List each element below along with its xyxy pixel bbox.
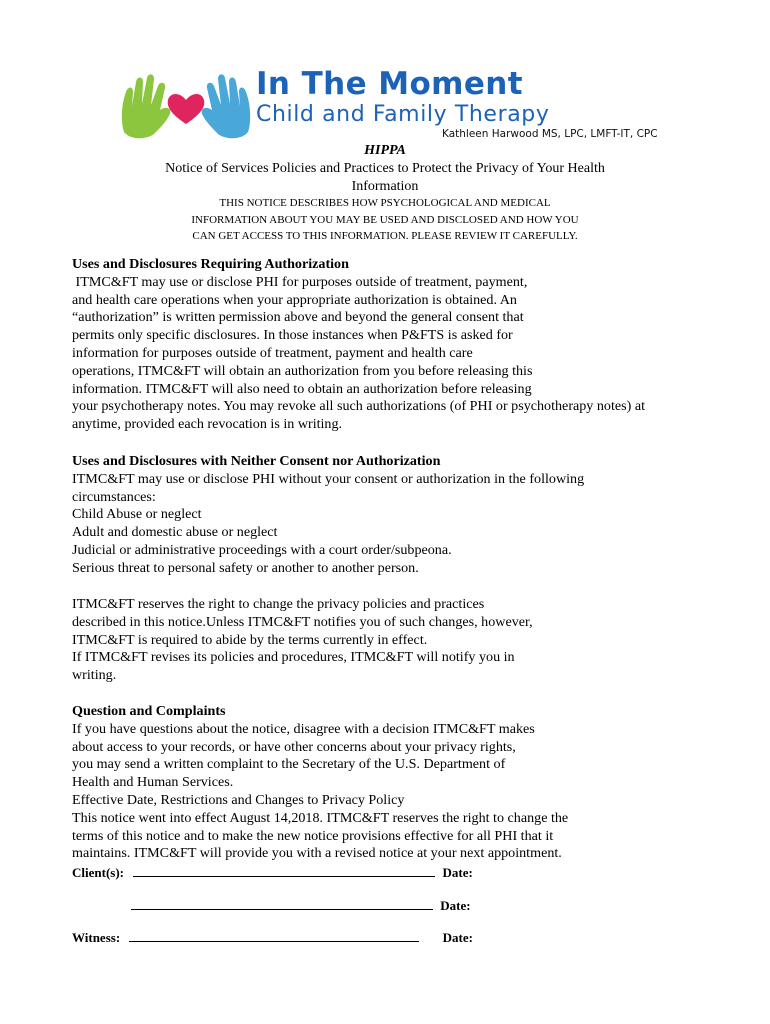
section-no-consent bbox=[72, 453, 712, 578]
paragraph-line: you may send a written complaint to the Secretary of the U.S. Department of bbox=[72, 756, 506, 773]
paragraph-line: circumstances: bbox=[72, 488, 156, 505]
paragraph-line: This notice went into effect August 14,2018. ITMC&FT reserves the right to change the bbox=[72, 809, 569, 826]
date-label: Date: bbox=[440, 898, 471, 913]
list-item: Adult and domestic abuse or neglect bbox=[72, 524, 278, 541]
date-label: Date: bbox=[442, 930, 473, 945]
paragraph-line: If you have questions about the notice, disagree with a decision ITMC&FT makes bbox=[72, 720, 535, 737]
paragraph-line: your psychotherapy notes. You may revoke all such authorizations (of PHI or psychotherapy notes) at bbox=[72, 398, 646, 415]
client-signature-field[interactable] bbox=[133, 864, 435, 877]
paragraph-line: ITMC&FT may use or disclose PHI for purposes outside of treatment, payment, bbox=[72, 273, 528, 290]
list-item: Serious threat to personal safety or another to another person. bbox=[72, 559, 419, 576]
paragraph-line: described in this notice.Unless ITMC&FT notifies you of such changes, however, bbox=[72, 613, 533, 630]
client-signature-row-2 bbox=[131, 897, 471, 914]
paragraph-line: Health and Human Services. bbox=[72, 774, 234, 791]
logo-subtitle: Child and Family Therapy bbox=[256, 102, 550, 127]
subtitle-line: Notice of Services Policies and Practices to Protect the Privacy of Your Health bbox=[165, 161, 605, 176]
hands-heart-icon bbox=[116, 72, 256, 140]
client-label: Client(s): bbox=[72, 865, 124, 880]
subtitle-line: Information bbox=[351, 179, 419, 194]
paragraph-line: writing. bbox=[72, 667, 117, 684]
document-title: HIPPA bbox=[364, 143, 406, 158]
practice-logo bbox=[116, 66, 676, 140]
notice-line: THIS NOTICE DESCRIBES HOW PSYCHOLOGICAL AND MEDICAL bbox=[219, 197, 551, 209]
paragraph-line: information. ITMC&FT will also need to obtain an authorization before releasing bbox=[72, 380, 532, 397]
paragraph-line: and health care operations when your appropriate authorization is obtained. An bbox=[72, 291, 517, 308]
paragraph-line: Effective Date, Restrictions and Changes to Privacy Policy bbox=[72, 791, 405, 808]
paragraph-line: ITMC&FT reserves the right to change the privacy policies and practices bbox=[72, 596, 485, 612]
paragraph-line: operations, ITMC&FT will obtain an authorization from you before releasing this bbox=[72, 362, 533, 379]
client-signature-field-2[interactable] bbox=[131, 897, 433, 910]
client-signature-row bbox=[72, 864, 473, 881]
list-item: Judicial or administrative proceedings with a court order/subpeona. bbox=[72, 541, 452, 558]
paragraph-line: If ITMC&FT revises its policies and procedures, ITMC&FT will notify you in bbox=[72, 649, 515, 666]
notice-line: CAN GET ACCESS TO THIS INFORMATION. PLEASE REVIEW IT CAREFULLY. bbox=[192, 230, 578, 242]
paragraph-line: ITMC&FT may use or disclose PHI without your consent or authorization in the following bbox=[72, 470, 585, 487]
section-heading: Question and Complaints bbox=[72, 703, 226, 719]
witness-label: Witness: bbox=[72, 930, 121, 945]
notice-banner bbox=[0, 195, 770, 245]
paragraph-line: terms of this notice and to make the new notice provisions effective for all PHI that it bbox=[72, 827, 554, 844]
paragraph-line: “authorization” is written permission above and beyond the general consent that bbox=[72, 309, 524, 326]
date-label: Date: bbox=[442, 865, 473, 880]
section-complaints bbox=[72, 703, 712, 863]
section-reserves bbox=[72, 596, 712, 685]
document-subtitle bbox=[0, 160, 770, 196]
paragraph-line: information for purposes outside of treatment, payment and health care bbox=[72, 344, 473, 361]
section-authorization bbox=[72, 256, 712, 434]
list-item: Child Abuse or neglect bbox=[72, 506, 202, 523]
paragraph-line: anytime, provided each revocation is in writing. bbox=[72, 416, 343, 433]
witness-signature-row bbox=[72, 929, 473, 946]
paragraph-line: maintains. ITMC&FT will provide you with a revised notice at your next appointment. bbox=[72, 845, 562, 862]
logo-credit: Kathleen Harwood MS, LPC, LMFT-IT, CPC bbox=[442, 128, 658, 140]
paragraph-line: ITMC&FT is required to abide by the terms currently in effect. bbox=[72, 631, 428, 648]
witness-signature-field[interactable] bbox=[129, 929, 419, 942]
logo-title: In The Moment bbox=[256, 66, 523, 102]
section-heading: Uses and Disclosures with Neither Consent nor Authorization bbox=[72, 453, 441, 469]
section-heading: Uses and Disclosures Requiring Authorization bbox=[72, 256, 349, 272]
paragraph-line: about access to your records, or have other concerns about your privacy rights, bbox=[72, 738, 516, 755]
paragraph-line: permits only specific disclosures. In those instances when P&FTS is asked for bbox=[72, 327, 513, 344]
notice-line: INFORMATION ABOUT YOU MAY BE USED AND DISCLOSED AND HOW YOU bbox=[191, 213, 579, 226]
